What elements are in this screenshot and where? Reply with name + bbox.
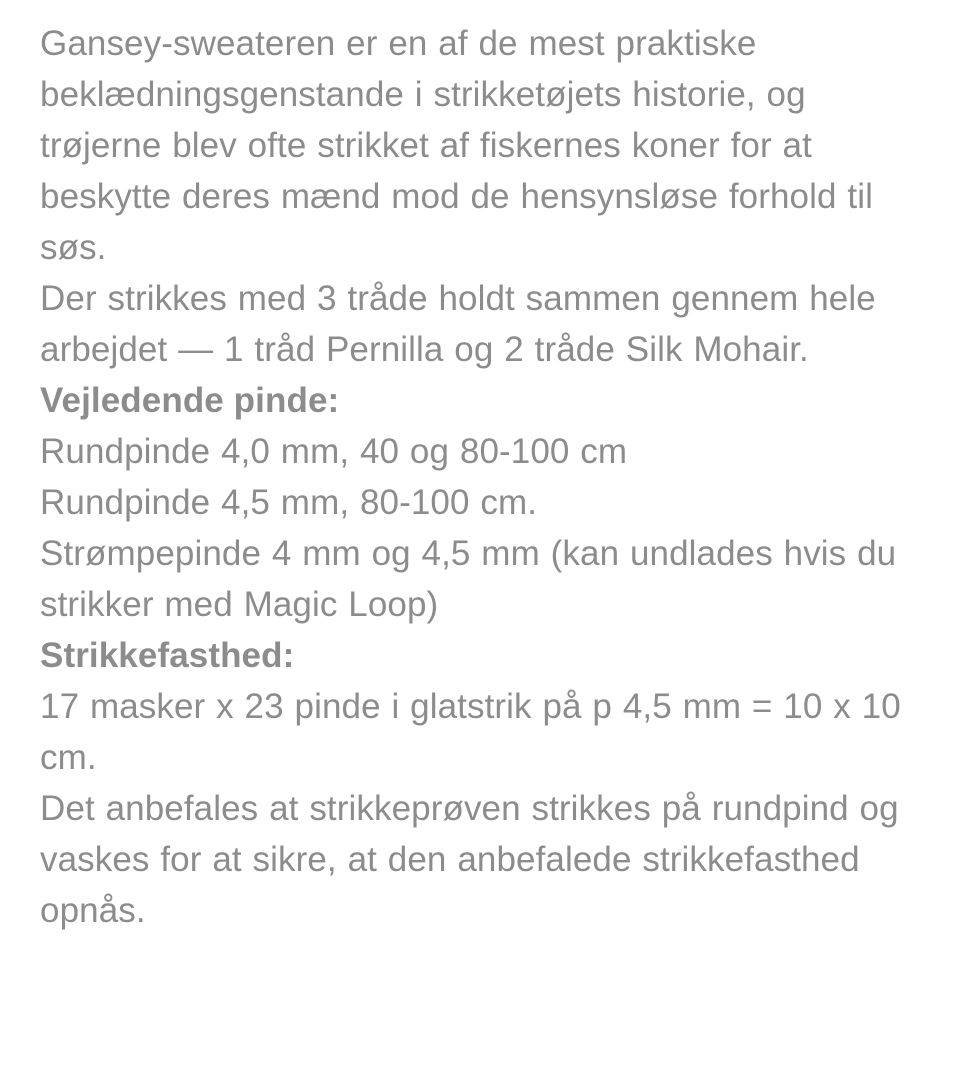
needles-line-2: Rundpinde 4,5 mm, 80-100 cm.	[40, 483, 538, 522]
needles-heading: Vejledende pinde:	[40, 381, 340, 420]
needles-line-3: Strømpepinde 4 mm og 4,5 mm (kan undlades hvis du strikker med Magic Loop)	[40, 534, 897, 624]
gauge-line-1: 17 masker x 23 pinde i glatstrik på p 4,5 mm = 10 x 10 cm.	[40, 687, 901, 777]
yarn-paragraph: Der strikkes med 3 tråde holdt sammen gennem hele arbejdet — 1 tråd Pernilla og 2 tråde Silk Mohair.	[40, 279, 876, 369]
gauge-line-2: Det anbefales at strikkeprøven strikkes på rundpind og vaskes for at sikre, at den anbefalede strikkefasthed opnås.	[40, 789, 899, 930]
intro-paragraph: Gansey-sweateren er en af de mest praktiske beklædningsgenstande i strikketøjets historie, og trøjerne blev ofte strikket af fiskernes koner for at beskytte deres mænd mod de hensynsløse forhold til søs.	[40, 24, 873, 267]
needles-line-1: Rundpinde 4,0 mm, 40 og 80-100 cm	[40, 432, 628, 471]
gauge-heading: Strikkefasthed:	[40, 636, 295, 675]
